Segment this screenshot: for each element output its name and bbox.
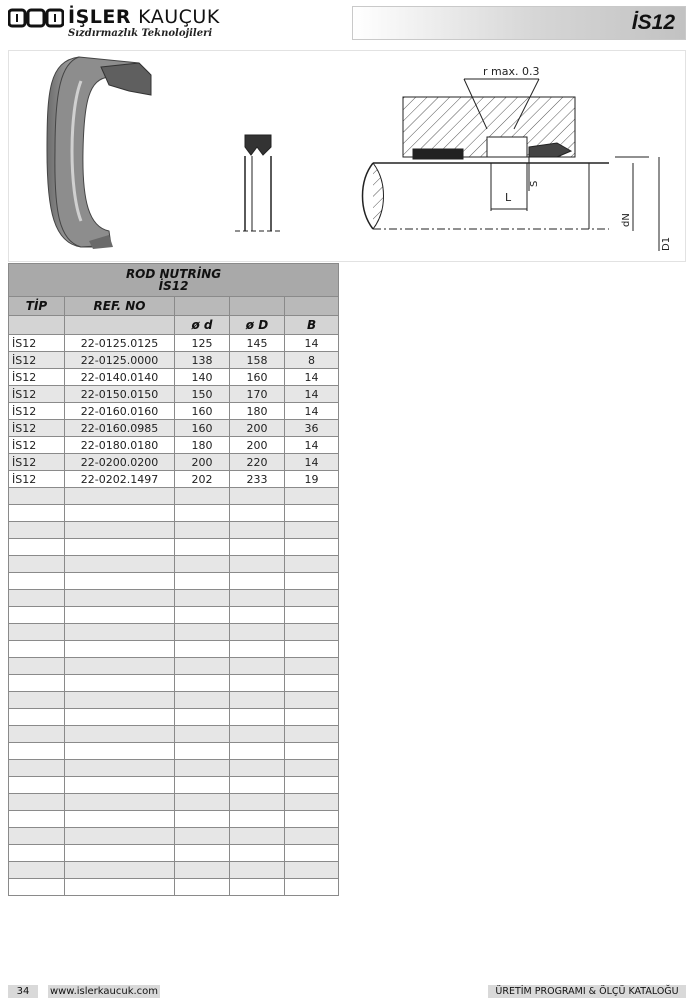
table-row-empty	[9, 539, 339, 556]
table-cell-empty	[9, 845, 65, 862]
cell-tip: İS12	[9, 386, 65, 403]
table-row-empty	[9, 624, 339, 641]
table-title-row	[9, 264, 339, 297]
table-cell-empty	[285, 590, 339, 607]
table-row-empty	[9, 862, 339, 879]
cell-b: 8	[285, 352, 339, 369]
table-cell-empty	[285, 641, 339, 658]
table-cell-empty	[230, 573, 285, 590]
cell-b: 14	[285, 403, 339, 420]
table-cell-empty	[65, 556, 175, 573]
table-row-empty	[9, 726, 339, 743]
table-cell-empty	[9, 692, 65, 709]
seal-drawing-icon	[9, 51, 685, 261]
table-cell-empty	[230, 743, 285, 760]
table-cell-empty	[230, 777, 285, 794]
table-cell-empty	[65, 862, 175, 879]
table-cell-empty	[175, 624, 230, 641]
col-blank	[285, 297, 339, 316]
table-row-empty	[9, 794, 339, 811]
cell-d: 140	[175, 369, 230, 386]
page-footer	[0, 983, 695, 1000]
table-row	[9, 403, 339, 420]
cell-ref: 22-0125.0125	[65, 335, 175, 352]
table-cell-empty	[175, 675, 230, 692]
table-cell-empty	[285, 845, 339, 862]
table-title-line2: İS12	[158, 279, 189, 293]
col-ref: REF. NO	[65, 297, 175, 316]
table-cell-empty	[230, 488, 285, 505]
table-cell-empty	[230, 879, 285, 896]
table-row-empty	[9, 828, 339, 845]
table-cell-empty	[65, 777, 175, 794]
table-cell-empty	[175, 505, 230, 522]
table-cell-empty	[9, 879, 65, 896]
cell-b: 19	[285, 471, 339, 488]
table-cell-empty	[230, 658, 285, 675]
table-cell-empty	[230, 828, 285, 845]
brand-bold: İŞLER	[68, 6, 131, 28]
table-cell-empty	[65, 760, 175, 777]
website-link[interactable]: www.islerkaucuk.com	[49, 986, 159, 997]
brand-tagline: Sızdırmazlık Teknolojileri	[68, 28, 213, 39]
table-cell-empty	[230, 556, 285, 573]
cell-d: 180	[175, 437, 230, 454]
table-row	[9, 437, 339, 454]
table-cell-empty	[175, 573, 230, 590]
cell-big-d: 180	[230, 403, 285, 420]
table-cell-empty	[285, 522, 339, 539]
table-row	[9, 471, 339, 488]
table-cell-empty	[230, 845, 285, 862]
table-cell-empty	[175, 845, 230, 862]
table-header-row	[9, 297, 339, 316]
cell-tip: İS12	[9, 369, 65, 386]
table-row-empty	[9, 879, 339, 896]
table-cell-empty	[9, 658, 65, 675]
table-cell-empty	[65, 590, 175, 607]
table-cell-empty	[285, 828, 339, 845]
table-cell-empty	[9, 522, 65, 539]
table-cell-empty	[9, 760, 65, 777]
table-cell-empty	[65, 607, 175, 624]
cell-d: 160	[175, 403, 230, 420]
table-cell-empty	[65, 845, 175, 862]
table-row-empty	[9, 811, 339, 828]
table-cell-empty	[65, 505, 175, 522]
table-cell-empty	[9, 624, 65, 641]
cell-d: 150	[175, 386, 230, 403]
table-cell-empty	[65, 879, 175, 896]
table-cell-empty	[285, 488, 339, 505]
brand-light: KAUÇUK	[138, 6, 220, 28]
table-body	[9, 335, 339, 896]
label-dn: dN	[621, 213, 632, 227]
cell-big-d: 200	[230, 437, 285, 454]
table-row-empty	[9, 556, 339, 573]
table-cell-empty	[65, 692, 175, 709]
cell-tip: İS12	[9, 335, 65, 352]
table-cell-empty	[9, 794, 65, 811]
cell-tip: İS12	[9, 403, 65, 420]
cell-big-d: 170	[230, 386, 285, 403]
table-cell-empty	[9, 590, 65, 607]
table-cell-empty	[230, 607, 285, 624]
table-cell-empty	[230, 709, 285, 726]
table-cell-empty	[175, 828, 230, 845]
table-cell-empty	[65, 573, 175, 590]
logo-mark-icon	[8, 8, 64, 28]
table-cell-empty	[175, 522, 230, 539]
page-number: 34	[8, 985, 38, 998]
col-blank	[175, 297, 230, 316]
table-cell-empty	[65, 641, 175, 658]
table-cell-empty	[285, 811, 339, 828]
cell-ref: 22-0150.0150	[65, 386, 175, 403]
table-cell-empty	[65, 726, 175, 743]
rod-nutring-table	[8, 263, 339, 896]
table-cell-empty	[175, 794, 230, 811]
table-cell-empty	[65, 709, 175, 726]
cell-tip: İS12	[9, 454, 65, 471]
table-cell-empty	[65, 743, 175, 760]
cell-b: 14	[285, 386, 339, 403]
col-blank	[230, 297, 285, 316]
table-row-empty	[9, 760, 339, 777]
table-cell-empty	[65, 658, 175, 675]
table-cell-empty	[175, 760, 230, 777]
table-cell-empty	[9, 539, 65, 556]
table-row-empty	[9, 522, 339, 539]
table-cell-empty	[230, 760, 285, 777]
table-cell-empty	[65, 488, 175, 505]
table-row	[9, 335, 339, 352]
cell-ref: 22-0160.0160	[65, 403, 175, 420]
table-row-empty	[9, 590, 339, 607]
cell-d: 160	[175, 420, 230, 437]
table-row-empty	[9, 607, 339, 624]
table-cell-empty	[65, 811, 175, 828]
cell-ref: 22-0180.0180	[65, 437, 175, 454]
table-cell-empty	[9, 743, 65, 760]
cell-ref: 22-0160.0985	[65, 420, 175, 437]
table-cell-empty	[230, 522, 285, 539]
table-cell-empty	[175, 743, 230, 760]
cell-ref: 22-0140.0140	[65, 369, 175, 386]
cell-b: 14	[285, 335, 339, 352]
radius-note: r max. 0.3	[483, 65, 540, 78]
page-header	[0, 0, 695, 46]
seal-3d-view	[47, 57, 151, 249]
cell-big-d: 200	[230, 420, 285, 437]
cell-d: 202	[175, 471, 230, 488]
table-cell-empty	[285, 879, 339, 896]
table-cell-empty	[285, 726, 339, 743]
table-cell-empty	[285, 573, 339, 590]
table-cell-empty	[175, 658, 230, 675]
table-cell-empty	[230, 505, 285, 522]
col-big-d: ø D	[230, 316, 285, 335]
table-cell-empty	[230, 590, 285, 607]
cell-tip: İS12	[9, 420, 65, 437]
table-cell-empty	[285, 607, 339, 624]
table-cell-empty	[175, 556, 230, 573]
table-cell-empty	[65, 828, 175, 845]
cell-d: 138	[175, 352, 230, 369]
table-cell-empty	[285, 760, 339, 777]
cell-ref: 22-0200.0200	[65, 454, 175, 471]
table-cell-empty	[285, 556, 339, 573]
table-row-empty	[9, 709, 339, 726]
label-l: L	[505, 191, 512, 204]
table-cell-empty	[285, 624, 339, 641]
table-cell-empty	[285, 777, 339, 794]
table-cell-empty	[9, 573, 65, 590]
cell-ref: 22-0202.1497	[65, 471, 175, 488]
table-cell-empty	[230, 624, 285, 641]
table-cell-empty	[230, 794, 285, 811]
table-cell-empty	[9, 675, 65, 692]
table-row-empty	[9, 641, 339, 658]
table-row	[9, 352, 339, 369]
table-row	[9, 369, 339, 386]
label-d1: D1	[661, 236, 672, 251]
cell-d: 200	[175, 454, 230, 471]
company-logo	[8, 6, 248, 42]
table-cell-empty	[230, 811, 285, 828]
table-title-line1: ROD NUTRİNG	[125, 267, 222, 281]
label-s: S	[529, 180, 540, 187]
table-cell-empty	[175, 709, 230, 726]
catalog-title: ÜRETİM PROGRAMI & ÖLÇÜ KATALOĞU	[488, 985, 686, 998]
table-cell-empty	[175, 777, 230, 794]
table-cell-empty	[9, 726, 65, 743]
table-cell-empty	[175, 726, 230, 743]
cell-b: 14	[285, 369, 339, 386]
table-cell-empty	[285, 539, 339, 556]
product-code: İS12	[631, 11, 675, 34]
table-cell-empty	[285, 675, 339, 692]
table-cell-empty	[175, 641, 230, 658]
col-b: B	[285, 316, 339, 335]
table-cell-empty	[9, 828, 65, 845]
brand-name	[68, 6, 220, 28]
table-cell-empty	[285, 658, 339, 675]
table-cell-empty	[65, 675, 175, 692]
groove-drawing	[363, 79, 660, 251]
table-title	[9, 264, 339, 297]
table-cell-empty	[175, 607, 230, 624]
table-cell-empty	[285, 692, 339, 709]
cell-tip: İS12	[9, 471, 65, 488]
table-cell-empty	[230, 539, 285, 556]
table-cell-empty	[175, 590, 230, 607]
table-row-empty	[9, 658, 339, 675]
table-row	[9, 386, 339, 403]
table-cell-empty	[65, 522, 175, 539]
table-row-empty	[9, 777, 339, 794]
table-cell-empty	[230, 641, 285, 658]
cell-tip: İS12	[9, 352, 65, 369]
table-cell-empty	[175, 862, 230, 879]
table-row	[9, 454, 339, 471]
table-cell-empty	[9, 505, 65, 522]
table-cell-empty	[175, 539, 230, 556]
table-subheader-row	[9, 316, 339, 335]
product-code-banner	[352, 6, 686, 40]
table-row	[9, 420, 339, 437]
table-row-empty	[9, 692, 339, 709]
table-cell-empty	[230, 692, 285, 709]
table-cell-empty	[175, 811, 230, 828]
cell-d: 125	[175, 335, 230, 352]
col-blank	[9, 316, 65, 335]
cell-b: 36	[285, 420, 339, 437]
table-cell-empty	[175, 879, 230, 896]
table-cell-empty	[175, 692, 230, 709]
table-cell-empty	[65, 539, 175, 556]
table-cell-empty	[9, 862, 65, 879]
cell-big-d: 233	[230, 471, 285, 488]
table-row-empty	[9, 845, 339, 862]
table-cell-empty	[9, 811, 65, 828]
table-cell-empty	[285, 505, 339, 522]
table-cell-empty	[285, 862, 339, 879]
cell-tip: İS12	[9, 437, 65, 454]
cell-b: 14	[285, 437, 339, 454]
table-cell-empty	[9, 777, 65, 794]
table-cell-empty	[175, 488, 230, 505]
seal-cross-section	[235, 135, 281, 231]
table-cell-empty	[9, 556, 65, 573]
table-row-empty	[9, 573, 339, 590]
col-tip: TİP	[9, 297, 65, 316]
table-cell-empty	[230, 726, 285, 743]
table-row-empty	[9, 488, 339, 505]
table-cell-empty	[9, 709, 65, 726]
cell-big-d: 160	[230, 369, 285, 386]
col-blank	[65, 316, 175, 335]
table-cell-empty	[230, 862, 285, 879]
col-d: ø d	[175, 316, 230, 335]
table-row-empty	[9, 505, 339, 522]
table-cell-empty	[65, 794, 175, 811]
cell-big-d: 145	[230, 335, 285, 352]
table-cell-empty	[285, 743, 339, 760]
cell-ref: 22-0125.0000	[65, 352, 175, 369]
table-row-empty	[9, 743, 339, 760]
cell-big-d: 158	[230, 352, 285, 369]
table-cell-empty	[65, 624, 175, 641]
table-row-empty	[9, 675, 339, 692]
cell-big-d: 220	[230, 454, 285, 471]
table-cell-empty	[285, 794, 339, 811]
table-cell-empty	[9, 607, 65, 624]
cell-b: 14	[285, 454, 339, 471]
table-cell-empty	[230, 675, 285, 692]
technical-drawing	[8, 50, 686, 262]
table-cell-empty	[9, 488, 65, 505]
table-cell-empty	[285, 709, 339, 726]
table-cell-empty	[9, 641, 65, 658]
